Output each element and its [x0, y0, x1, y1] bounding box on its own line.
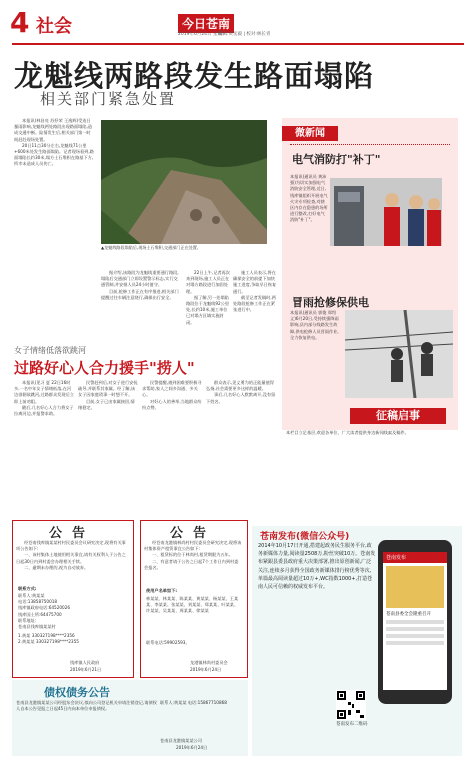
divider [290, 144, 450, 146]
wechat-text: 2014年10月17日开通,搭建起政务民生服务平台,政务新媒体力量,阅读量2508万,粉丝突破10万。苍南发布紧跟县委县政府重大决策部署,推出原创新闻,广泛关注,连续多月获得全国政务新媒体排行榜优秀等次,单篇最高阅读量超过10万+,WC指数1000+,打造苍南人民可信赖的权威发布平台。 [258, 543, 376, 591]
debt-notice-sign: 苍南县龙港镇某某公司 [160, 738, 202, 743]
landslide-photo [101, 120, 267, 244]
notice1-body: 经苍南钱库镇某某村村民委员会议研究决定,现将有关事项公告如下: 一、该村集体土地使用相关事宜,请有关权利人于公告之日起30日内到村委会办理相关手续。 二、逾期未办理的,视为自动放弃。 [16, 540, 126, 570]
lead-subhead: 相关部门紧急处置 [40, 90, 177, 108]
power-repair-photo [345, 310, 453, 398]
debt-notice-date: 2019年6月24日 [176, 745, 208, 750]
debt-notice-title: 债权债务公告 [44, 686, 110, 699]
masthead-rule [12, 43, 464, 45]
secondary-col3: 民警提醒,遇到困难要积极寻求帮助,家人之间多沟通、多关心。 对好心人的善举,当地群众纷纷点赞。 [142, 380, 202, 410]
notice1-contact-label: 联系方式: [18, 586, 37, 591]
secondary-col1: 本报讯(见习 夏 22日16时多,一名中年女子情绪低落,在河边徘徊欲跳河,过路群众发现后立即上前劝阻。 随后,几名好心人合力将女子拉离河边,并报警求助。 [14, 380, 74, 417]
issue-date: 2019年6月24日 星期一 [178, 32, 227, 37]
firefighter-photo [330, 178, 442, 246]
notice1-title: 公告 [48, 526, 95, 541]
phone-list-row [386, 634, 444, 638]
notice2-contact: 联系电话:59902593。 [146, 640, 190, 645]
wechat-title: 苍南发布(微信公众号) [260, 532, 350, 542]
phone-headline: 苍南县委全会隆重召开 [386, 612, 431, 617]
section-tag: 今日苍南 [178, 14, 234, 33]
notice2-names: 林某某、林某某、陈某某、黄某某、杨某某、王某某、李某某、张某某、刘某某、郑某某、叶某某、许某某、吴某某、周某某、徐某某 [146, 596, 239, 614]
lead-article-col1: 本报讯(林昌亮 苏抒荣 王逸辉)受连日暴雨影响,龙魁线两处路段出现路面塌陷,造成交通中断。险情发生后,相关部门第一时间赶赴现场处置。 20日11点30分左右,龙魁线71公里+600米处发生路面塌陷。记者现场看到,路面塌陷长约30米,塌方土石堆积在路基下方,所幸未造成人员伤亡。 [14, 118, 94, 167]
phone-list-row [386, 627, 444, 631]
solicit-text: 本栏目立足基层,欢迎各单位、广大读者提供身边新闻线索及稿件。 [286, 430, 409, 435]
photo-caption: ▲龙魁线路段塌陷后,现场土石堆积,交通部门正在处置。 [101, 245, 201, 250]
notice2-list-label: 使用户名单如下: [146, 588, 177, 593]
phone-list-row [386, 620, 444, 624]
notice1-sign: 钱库镇人民政府 [70, 660, 100, 665]
debt-notice-text: 苍南县龙港镇某某公司经股东会决议,拟向公司登记机关申请注销登记,请债权人自本公告见报之日起45日内向本单位申报债权。 [16, 700, 157, 712]
qr-code [336, 690, 366, 720]
solicit-label: 征稿启事 [350, 408, 446, 424]
secondary-kicker: 女子情绪低落欲跳河 [14, 346, 86, 355]
debt-notice-contact: 联系人:黄某某 电话:15867710868 [160, 700, 227, 705]
phone-banner-image [386, 566, 444, 608]
lead-article-col2: 据介绍,该路段为龙魁线重要通行路段,塌陷后交通部门立即设置警示标志,实行交通管制,并安排人员24小时值守。 目前,抢修工作正在有序推进,相关部门提醒过往车辆注意绕行,确保出行安全。 [101, 270, 179, 300]
phone-screen [383, 552, 447, 690]
section-name: 社会 [36, 16, 72, 37]
editor-credit: 编辑:黄丞毅 | 校对:林长青 [218, 32, 271, 37]
notice2-date: 2019年6月24日 [190, 667, 222, 672]
page-number: 4 [10, 6, 30, 39]
phone-app-header: 苍南发布 [383, 552, 447, 563]
notice2-body: 经苍南龙港镇林尚村村民委员会研究决定,现将该村集体资产租赁事宜公告如下: 一、租赁标的位于林尚村,租赁期限为五年。 二、有意者请于公告之日起7个工作日内到村委会报名。 [144, 540, 242, 570]
notice1-date: 2019年6月21日 [70, 667, 102, 672]
micro-news-item1-text: 本报讯(通讯员 黄沛强)为切实加强电气消防安全管理,近日,钱库镇组织开展电气火灾专项检查,对辖区内存在隐患的场所进行整改,打好电气消防"补丁"。 [290, 174, 328, 223]
secondary-col4: 群众表示,见义勇为的正能量值得弘扬,社会需要更多这样的温暖。 事后,几名好心人默默离开,没有留下姓名。 [206, 380, 276, 404]
notice1-contact: 联系人:黄某某 电话:13858750018 钱库镇政府电话:64520026 钱库国土所:64475700 联系地址: 苍南县钱库镇某某村 [18, 593, 71, 630]
notice1-ids: 1.黄某 330327198****2356 2.黄某某 330327198****2355 [18, 633, 79, 645]
secondary-col2: 民警赶到后,对女子进行安抚疏导,并联系其家属。经了解,该女子因家庭琐事一时想不开。 目前,女子已由家属接回,情绪稳定。 [78, 380, 138, 410]
lead-article-col4: 施工人员表示,将在确保安全的前提下加快施工进度,争取早日恢复通行。 截至记者发稿时,两处路段抢修工作正在紧张进行中。 [233, 270, 277, 313]
notice2-sign: 龙港镇林尚村委员会 [190, 660, 228, 665]
micro-news-item2-title: 冒雨抢修保供电 [292, 296, 369, 309]
phone-list-row [386, 641, 444, 645]
notice2-title: 公告 [169, 526, 216, 541]
micro-news-item1-title: 电气消防打"补丁" [292, 153, 381, 166]
lead-article-col3: 22日上午,记者再次来到现场,施工人员正在对塌方路段进行加固处理。 据了解,另一处塌陷路段位于龙魁线92公里处,长约10米,施工单位已对塌方区域实施封闭。 [186, 270, 230, 325]
lead-headline: 龙魁线两路段发生路面塌陷 [14, 59, 375, 93]
qr-code-label: 苍南发布二维码 [336, 722, 368, 727]
micro-news-item2-text: 本报讯(通讯员 郭俊 郑绍义)6月20日,受持续强降雨影响,县内部分线路发生故障,供电抢修人员冒雨作业,全力恢复供电。 [290, 310, 339, 340]
secondary-headline: 过路好心人合力援手"捞人" [14, 359, 195, 377]
micro-news-label: 微新闻 [282, 126, 338, 141]
